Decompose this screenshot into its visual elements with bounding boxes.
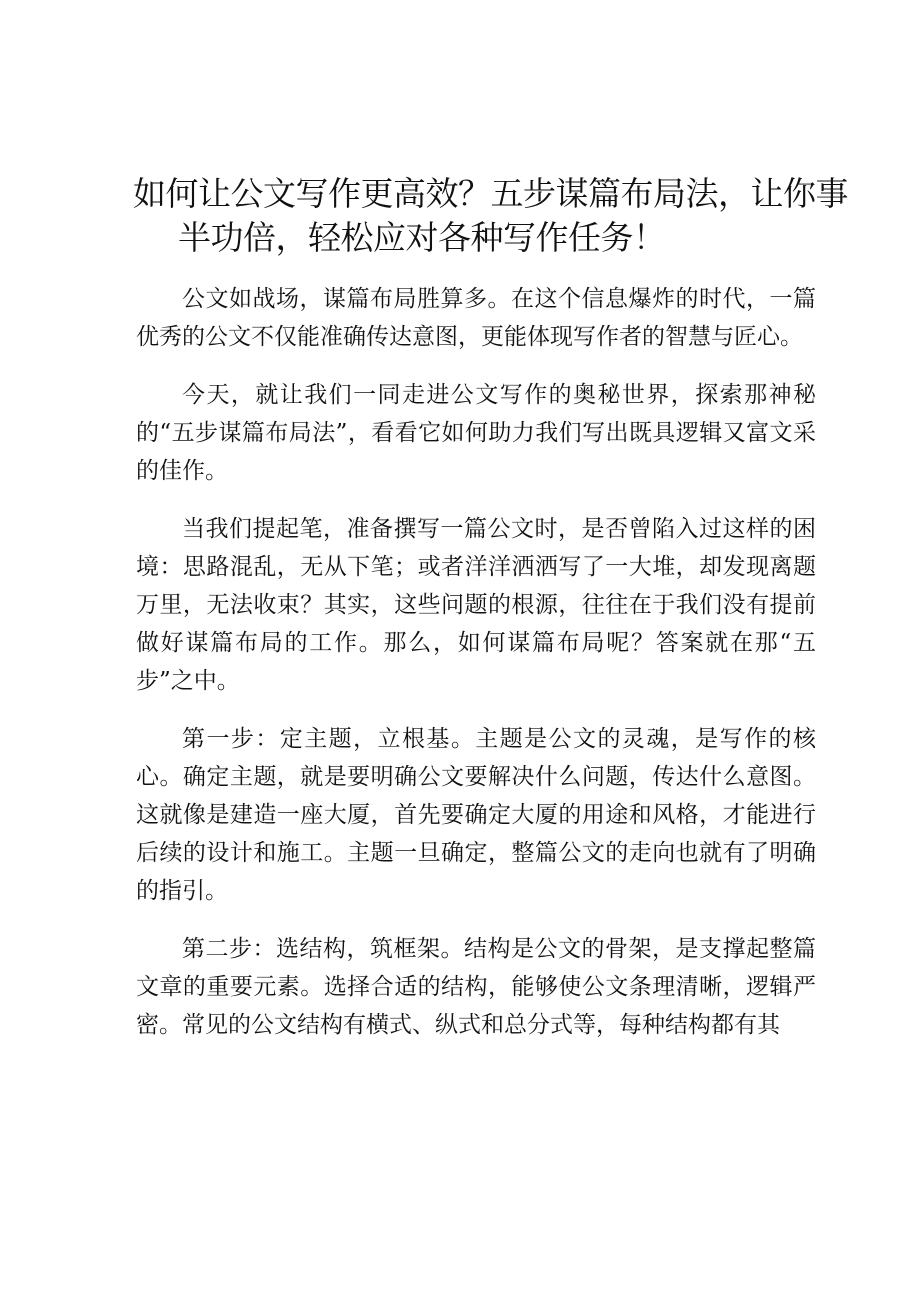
page-title [133,172,848,260]
title-line-2: 半功倍，轻松应对各种写作任务！ [178,218,666,257]
paragraph-intro: 公文如战场，谋篇布局胜算多。在这个信息爆炸的时代，一篇优秀的公文不仅能准确传达意图，更能体现写作者的智慧与匠心。 [136,286,816,350]
paragraph-dilemma: 当我们提起笔，准备撰写一篇公文时，是否曾陷入过这样的困境：思路混乱，无从下笔；或者洋洋洒洒写了一大堆，却发现离题万里，无法收束？其实，这些问题的根源，往往在于我们没有提前做好谋篇布局的工作。那么，如何谋篇布局呢？答案就在那“五步”之中。 [136,516,816,694]
paragraph-step-one: 第一步：定主题，立根基。主题是公文的灵魂，是写作的核心。确定主题，就是要明确公文要解决什么问题，传达什么意图。这就像是建造一座大厦，首先要确定大厦的用途和风格，才能进行后续的设计和施工。主题一旦确定，整篇公文的走向也就有了明确的指引。 [136,726,816,904]
title-line-1: 如何让公文写作更高效？五步谋篇布局法，让你事 [133,174,848,213]
article-body [136,280,816,1064]
paragraph-step-two: 第二步：选结构，筑框架。结构是公文的骨架，是支撑起整篇文章的重要元素。选择合适的结构，能够使公文条理清晰，逻辑严密。常见的公文结构有横式、纵式和总分式等，每种结构都有其 [136,936,816,1038]
paragraph-today: 今天，就让我们一同走进公文写作的奥秘世界，探索那神秘的“五步谋篇布局法”，看看它如何助力我们写出既具逻辑又富文采的佳作。 [136,382,816,484]
